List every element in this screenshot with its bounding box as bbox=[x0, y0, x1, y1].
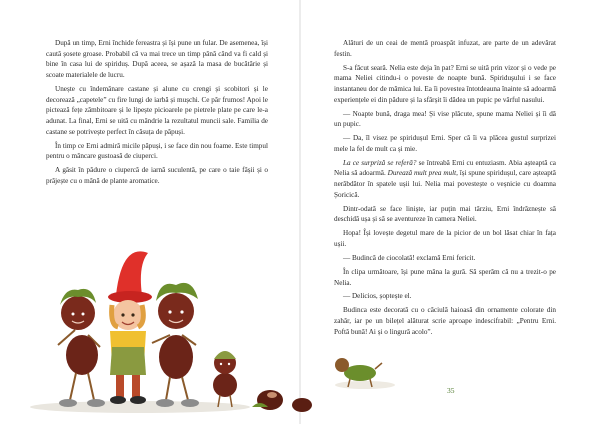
text-segment: — Delicios, șoptește el. bbox=[343, 292, 412, 301]
text-segment: În clipa următoare, își pune mâna la gură. Să sperăm că nu a trezit-o pe Nelia. bbox=[334, 267, 556, 287]
chestnut-doll-left-icon bbox=[58, 289, 105, 407]
text-segment: S-a făcut seară. Nelia este deja în pat? Erni se uită prin vizor și o vede pe mama Neliei citindu-i o poveste de noapte bună. Spiriduşului i se face instantaneu dor de mămica lui. Ea îi povestea întotdeauna înainte să adoarmă experiențele ei din pădure și la sfârșit îi dădea un pupic pe vârful nasului. bbox=[334, 63, 556, 104]
paragraph bbox=[334, 133, 556, 154]
text-segment: După un timp, Erni închide fereastra și își pune un fular. De asemenea, își caută șosete groase. Probabil că va mai trece un timp până când va fi cald și bine în casa lui de spiriduș. După aceea, se așază la masa de bucătărie și scoate materialele de lucru. bbox=[46, 39, 268, 80]
text-segment: În timp ce Erni admiră micile păpuși, i se face din nou foame. Este timpul pentru o mâncare gustoasă de ciuperci. bbox=[46, 141, 268, 161]
paragraph bbox=[334, 38, 556, 59]
page-number: 35 bbox=[447, 386, 455, 395]
text-segment: — Budincă de ciocolată! exclamă Erni fericit. bbox=[343, 253, 476, 262]
italic-text: Durează mult prea mult bbox=[387, 169, 457, 178]
paragraph bbox=[46, 141, 268, 162]
text-segment: A găsit în pădure o ciupercă de iarnă suculentă, pe care o taie fâșii și o prăjește cu o mână de plante aromatice. bbox=[46, 166, 268, 185]
ground-shadow bbox=[335, 381, 395, 389]
text-segment: Budinca este decorată cu o căciulă haioasă din ornamente colorate din zahăr, iar pe un bilețel alăturat scrie aproape indescifrabil: „Pentru Erni. Poftă bună! Ai și o lingură acolo”. bbox=[334, 306, 556, 336]
paragraph bbox=[334, 204, 556, 225]
illustration-chestnut-family bbox=[20, 235, 400, 425]
paragraph bbox=[334, 158, 556, 201]
text-segment: — Da, îl visez pe spiridușul Erni. Sper că îi va plăcea gustul surprizei mele la fel de mult ca și mie. bbox=[334, 134, 556, 153]
text-segment: Unește cu îndemânare castane și alune cu crengi și scobitori și le decorează „capetele” cu fire lungi de iarbă și mușchi. Ce păr frumos! Apoi le pictează fețe zâmbitoare și le lipește picioarele pe pietrele plate pe care le-a adunat. La final, Erni se uită cu mândrie la rezultatul muncii sale. Familia de castane se potrivește perfect în căsuța de păpuși. bbox=[46, 85, 268, 136]
paragraph bbox=[46, 84, 268, 138]
chestnut-doll-small-icon bbox=[213, 351, 237, 407]
paragraph bbox=[334, 109, 556, 130]
text-segment: se întreabă Erni cu entuziasm. Abia așteaptă ca Nelia să adoarmă. bbox=[334, 158, 556, 178]
left-page-text bbox=[46, 38, 268, 187]
chestnuts-icon bbox=[252, 390, 312, 412]
italic-text: La ce surpriză se referă? bbox=[343, 158, 417, 167]
text-segment: Alături de un ceai de mentă proaspăt infuzat, are parte de un adevărat festin. bbox=[334, 39, 556, 58]
text-segment: — Noapte bună, draga mea! Și vise plăcute, spune mama Neliei și îi dă un pupic. bbox=[334, 109, 556, 129]
gnome-erni-icon bbox=[108, 251, 152, 404]
paragraph bbox=[46, 38, 268, 81]
paragraph bbox=[334, 63, 556, 106]
text-segment: , își spune spiridușul, care așteaptă nerăbdător în spatele ușii lui. Nelia mai povestește o veșnicie cu doamna Șoricică. bbox=[334, 169, 556, 199]
paragraph bbox=[46, 165, 268, 186]
left-page bbox=[46, 38, 268, 190]
chestnut-doll-right-icon bbox=[152, 283, 199, 407]
text-segment: Hopa! Își lovește degetul mare de la picior de un bol lăsat chiar în fața ușii. bbox=[334, 229, 556, 249]
text-segment: Dintr-odată se face liniște, iar puțin mai târziu, Erni îndrăznește să deschidă ușa și să se aventureze în camera Neliei. bbox=[334, 204, 556, 224]
